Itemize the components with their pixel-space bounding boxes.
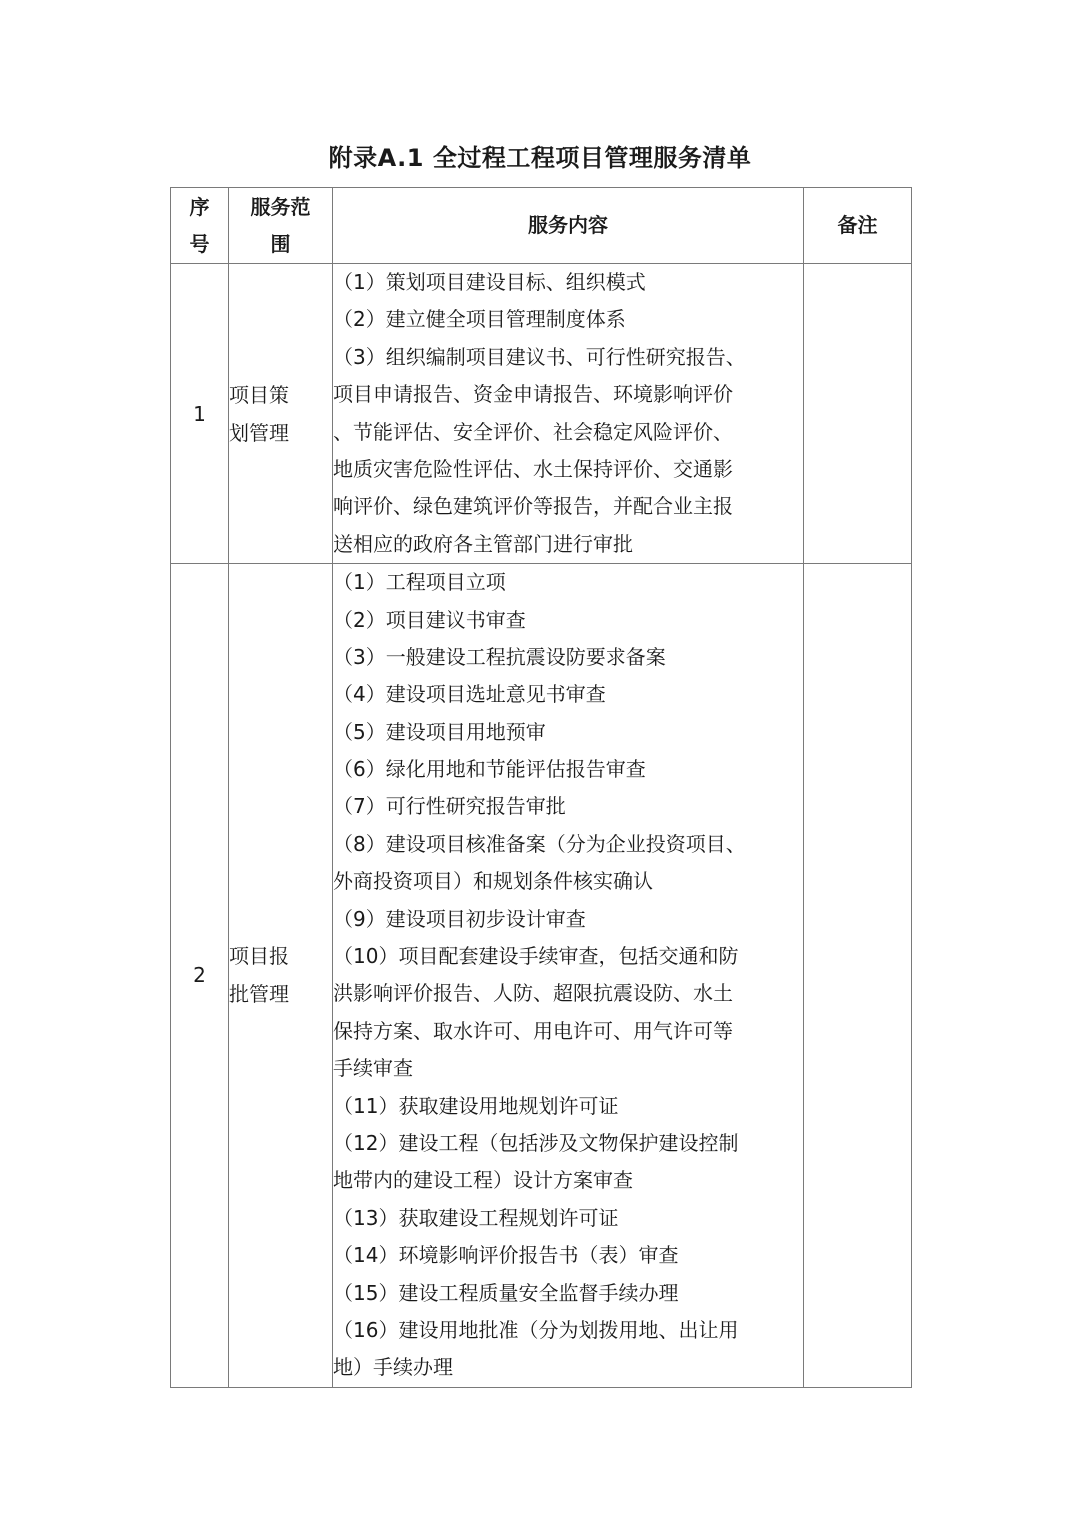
content-line: （15）建设工程质量安全监督手续办理 xyxy=(333,1280,679,1305)
content-line: （11）获取建设用地规划许可证 xyxy=(333,1093,619,1118)
content-line: 手续审查 xyxy=(333,1056,413,1081)
content-line: 送相应的政府各主管部门进行审批 xyxy=(333,531,633,556)
content-line: （2）项目建议书审查 xyxy=(333,607,526,632)
content-line: （4）建设项目选址意见书审查 xyxy=(333,682,606,707)
header-seq-line: 号 xyxy=(189,231,210,256)
content-line: 、节能评估、安全评价、社会稳定风险评价、 xyxy=(333,419,733,444)
content-line: （6）绿化用地和节能评估报告审查 xyxy=(333,757,646,782)
content-line: （14）环境影响评价报告书（表）审查 xyxy=(333,1243,679,1268)
service-list-table xyxy=(170,187,912,1388)
content-line: （13）获取建设工程规划许可证 xyxy=(333,1205,619,1230)
content-line: （5）建设项目用地预审 xyxy=(333,719,546,744)
header-seq xyxy=(171,188,229,264)
content-line: （10）项目配套建设手续审查，包括交通和防 xyxy=(333,944,739,969)
content-line: 响评价、绿色建筑评价等报告，并配合业主报 xyxy=(333,494,733,519)
content-line: （2）建立健全项目管理制度体系 xyxy=(333,307,626,332)
row-scope xyxy=(229,264,333,564)
row-content xyxy=(333,564,804,1388)
content-line: （1）策划项目建设目标、组织模式 xyxy=(333,270,646,294)
row-remark xyxy=(804,564,912,1388)
header-seq-line: 序 xyxy=(189,194,210,219)
row-remark xyxy=(804,264,912,564)
content-line: 地）手续办理 xyxy=(333,1355,453,1380)
content-line: 外商投资项目）和规划条件核实确认 xyxy=(333,869,653,894)
table-header-row xyxy=(171,188,912,264)
row-seq: 2 xyxy=(171,564,229,1388)
header-scope-line: 围 xyxy=(270,231,291,256)
row-scope-line: 项目报 xyxy=(229,944,289,969)
content-line: （9）建设项目初步设计审查 xyxy=(333,906,586,931)
content-line: （8）建设项目核准备案（分为企业投资项目、 xyxy=(333,831,746,856)
row-scope xyxy=(229,564,333,1388)
content-line: 保持方案、取水许可、用电许可、用气许可等 xyxy=(333,1018,733,1043)
content-line: 项目申请报告、资金申请报告、环境影响评价 xyxy=(333,382,733,407)
content-line: （12）建设工程（包括涉及文物保护建设控制 xyxy=(333,1130,739,1155)
page-title: 附录A.1 全过程工程项目管理服务清单 xyxy=(328,144,752,172)
content-line: 洪影响评价报告、人防、超限抗震设防、水土 xyxy=(333,981,733,1006)
header-content: 服务内容 xyxy=(333,188,804,264)
content-line: （3）一般建设工程抗震设防要求备案 xyxy=(333,644,666,669)
row-scope-line: 划管理 xyxy=(229,420,289,445)
header-scope xyxy=(229,188,333,264)
content-line: 地质灾害危险性评估、水土保持评价、交通影 xyxy=(333,456,733,481)
content-line: （7）可行性研究报告审批 xyxy=(333,794,566,819)
row-seq: 1 xyxy=(171,264,229,564)
row-scope-line: 批管理 xyxy=(229,982,289,1007)
content-line: （16）建设用地批准（分为划拨用地、出让用 xyxy=(333,1317,739,1342)
header-scope-line: 服务范 xyxy=(250,194,311,219)
content-line: 地带内的建设工程）设计方案审查 xyxy=(333,1168,633,1193)
table-row xyxy=(171,564,912,1388)
row-scope-line: 项目策 xyxy=(229,382,289,407)
row-content xyxy=(333,264,804,564)
table-row xyxy=(171,264,912,564)
content-line: （3）组织编制项目建议书、可行性研究报告、 xyxy=(333,344,746,369)
header-remark: 备注 xyxy=(804,188,912,264)
content-line: （1）工程项目立项 xyxy=(333,570,506,595)
